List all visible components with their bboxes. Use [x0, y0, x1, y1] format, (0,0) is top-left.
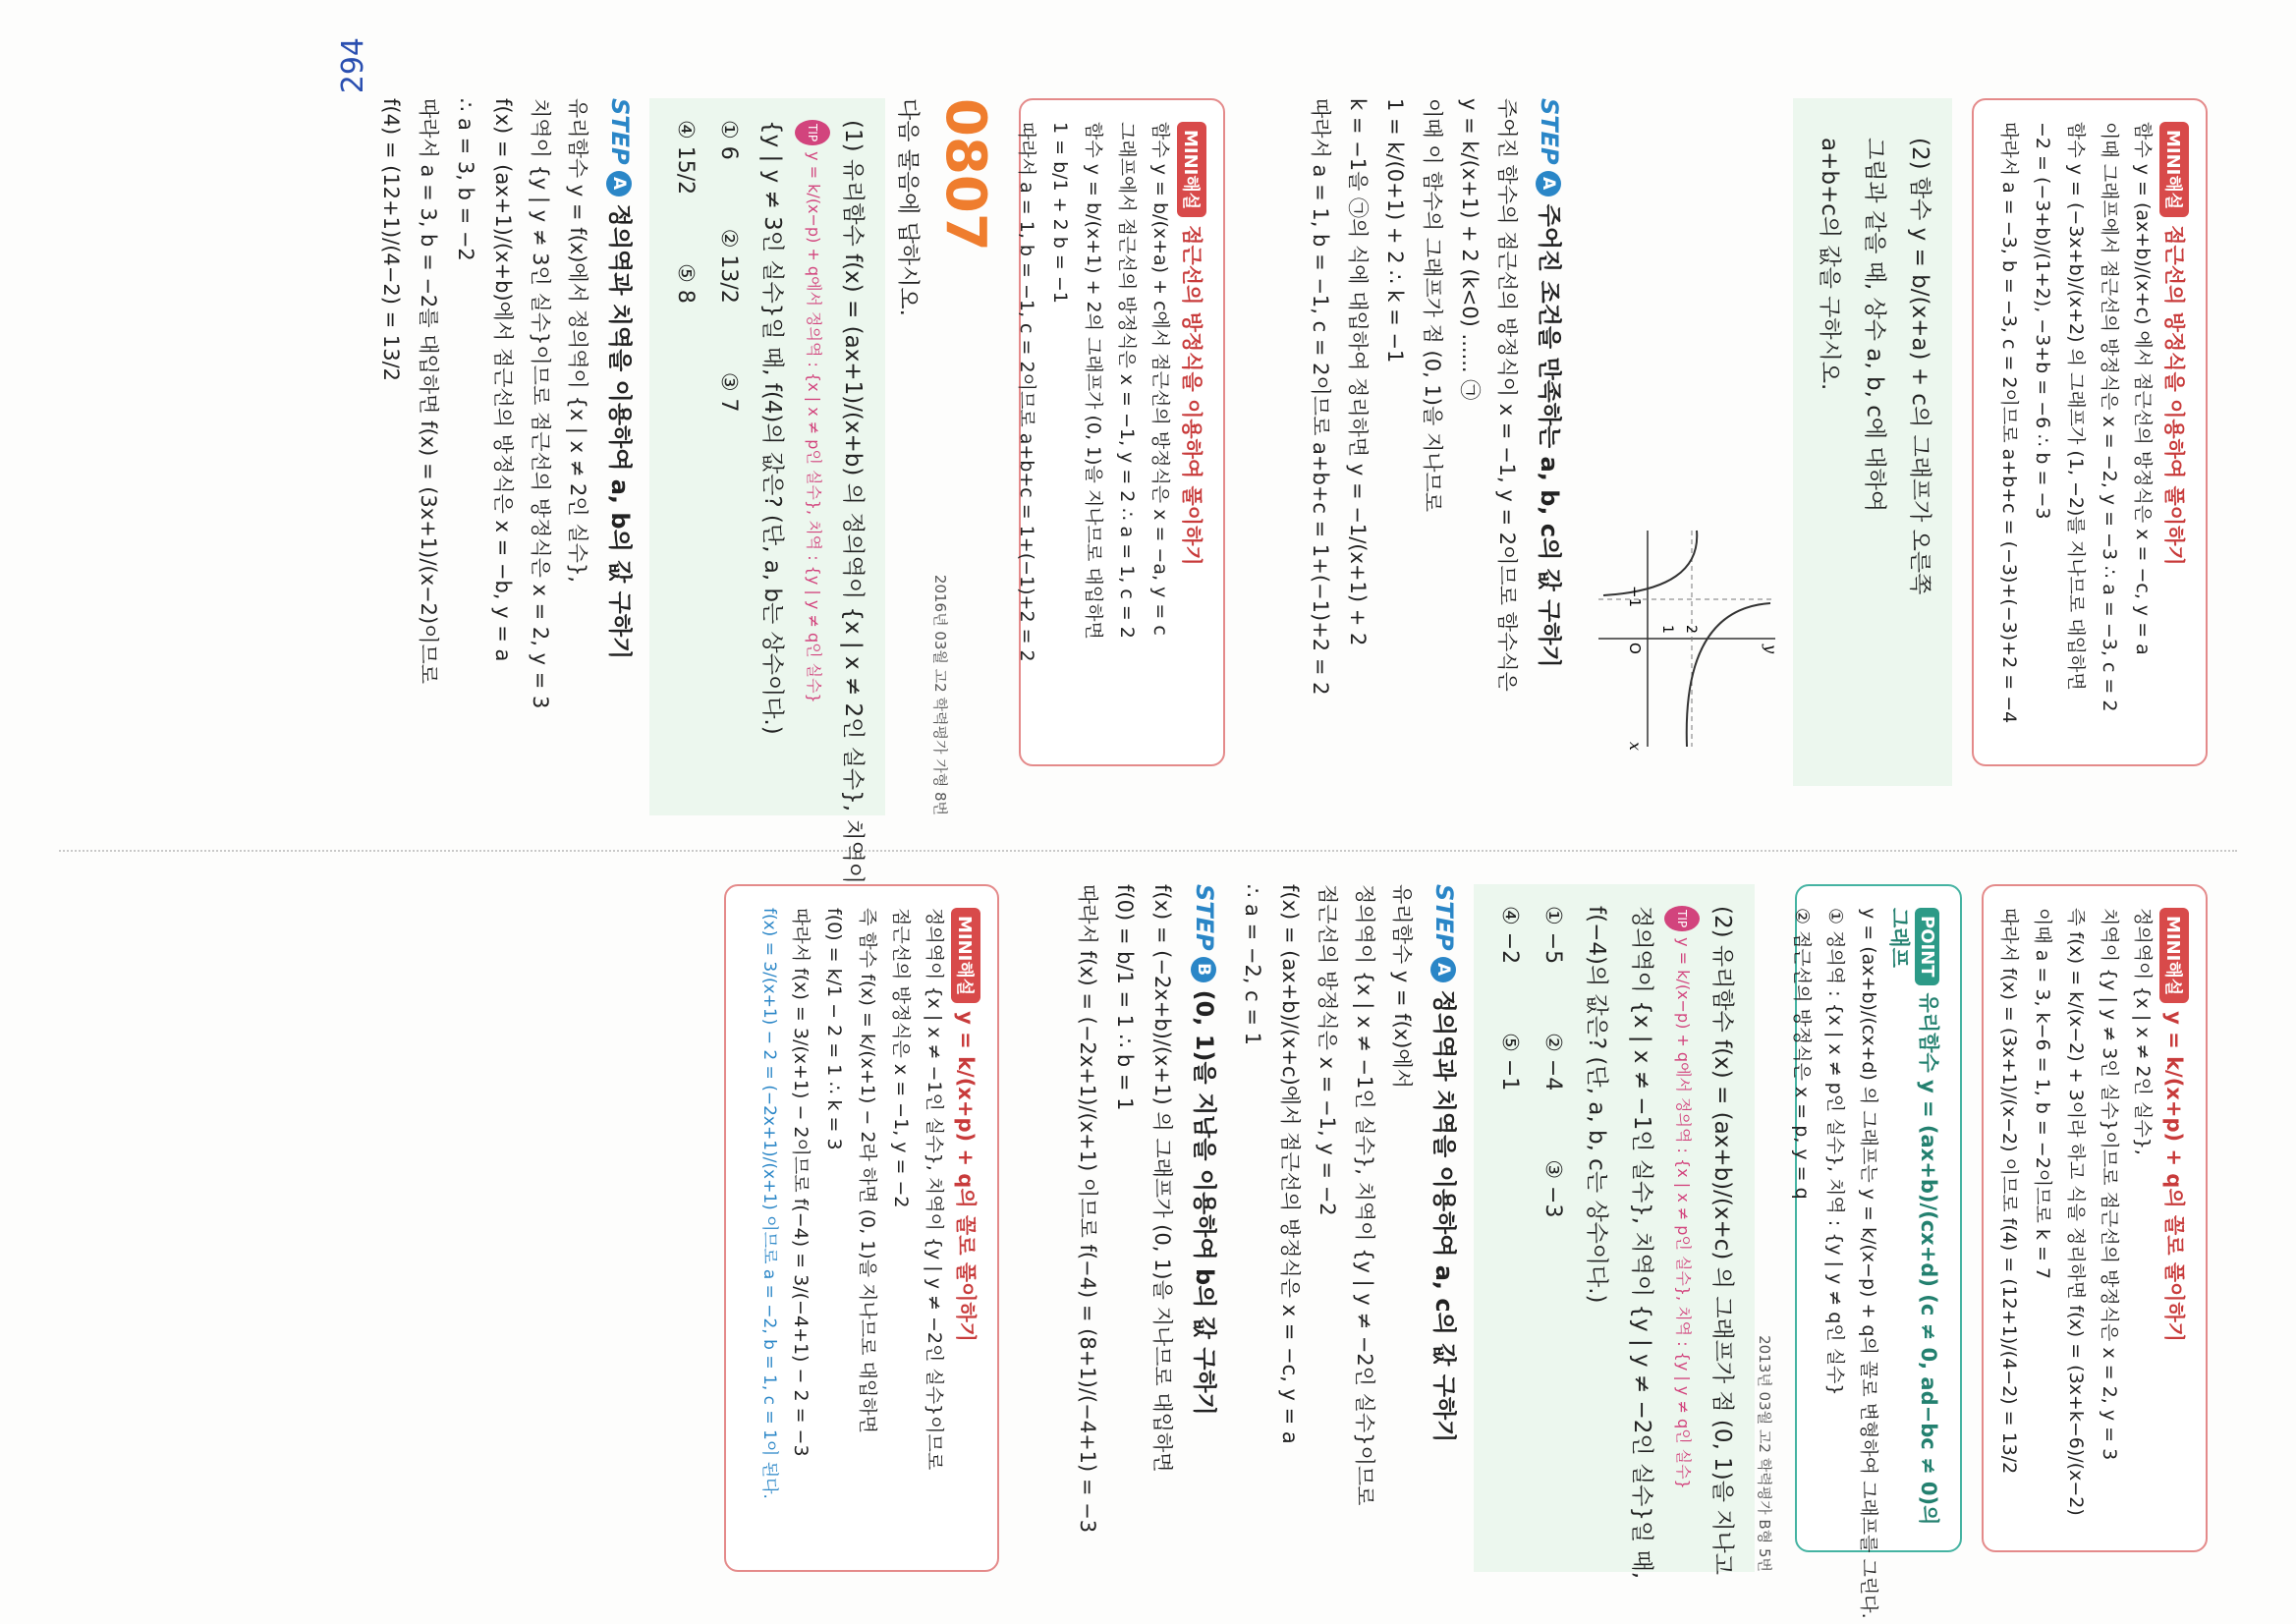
tip-text: y = k/(x−p) + q에서 정의역 : {x | x ≠ p인 실수}, 치역 : {y | y ≠ q인 실수} [805, 151, 823, 703]
mini-line: 따라서 a = −3, b = −3, c = 2이므로 a+b+c = (−3)+(−3)+2 = −4 [1998, 122, 2020, 724]
solution-line: 유리함수 y = f(x)에서 정의역이 {x | x ≠ 2인 실수}, [566, 98, 589, 583]
mini-line: 1 = b/1 + 2 b = −1 [1049, 122, 1071, 304]
solution-line: 따라서 a = 1, b = −1, c = 2이므로 a+b+c = 1+(−1)+2 = 2 [1309, 98, 1332, 696]
mini-line: −2 = (−3+b)/(1+2), −3+b = −6 ∴ b = −3 [2032, 122, 2053, 520]
mini-line: 함수 y = (−3x+b)/(x+2) 의 그래프가 (1, −2)를 지나므로 대입하면 [2065, 122, 2087, 691]
mini-line: 함수 y = b/(x+a) + c에서 점근선의 방정식은 x = −a, y = c [1149, 122, 1171, 636]
mini-solution-box-3 [1982, 884, 2208, 1552]
solution-line: 유리함수 y = f(x)에서 [1390, 884, 1414, 1089]
choice-3: ③ −3 [1540, 1159, 1565, 1218]
question-line: a+b+c의 값을 구하시오. [1817, 138, 1842, 391]
mini-line: 정의역이 {x | x ≠ 2인 실수}, [2132, 908, 2154, 1155]
solution-line: ∴ a = 3, b = −2 [454, 98, 477, 261]
mini-note: f(x) = 3/(x+1) − 2 = (−2x+1)/(x+1) 이므로 a = −2, b = 1, c = 1이 된다. [759, 908, 779, 1499]
step-a-block [1302, 98, 1579, 786]
solution-line: f(0) = b/1 = 1 ∴ b = 1 [1113, 884, 1137, 1111]
solution-line: y = k/(x+1) + 2 (k<0) ...... ㉠ [1458, 98, 1482, 401]
tip-badge: TIP [795, 120, 830, 145]
y-tick-label-1: 1 [1659, 625, 1675, 634]
mini-line: f(0) = k/1 − 2 = 1 ∴ k = 3 [823, 908, 845, 1150]
solution-line: f(4) = (12+1)/(4−2) = 13/2 [379, 98, 403, 382]
choice-2: ② −4 [1540, 1033, 1565, 1092]
choice-1: ① −5 [1540, 906, 1565, 965]
point-box [1791, 884, 1962, 1619]
step-circle: A [606, 171, 632, 196]
solution-line: 점근선의 방정식은 x = −1, y = −2 [1316, 884, 1339, 1216]
mini-solution-box-2 [1016, 98, 1225, 766]
solution-line: ∴ a = −2, c = 1 [1241, 884, 1264, 1046]
question-box [649, 98, 885, 885]
mini-badge: MINI해설 [2159, 908, 2189, 1003]
mini-line: 그래프에서 점근선의 방정식은 x = −1, y = 2 ∴ a = 1, c = 2 [1116, 122, 1138, 639]
mini-line: 즉 함수 f(x) = k/(x+1) − 2라 하면 (0, 1)을 지나므로 대입하면 [857, 908, 878, 1433]
mini-line: 이때 그래프에서 점근선의 방정식은 x = −2, y = −3 ∴ a = −3, c = 2 [2099, 122, 2120, 712]
solution-line: 주어진 함수의 점근선의 방정식이 x = −1, y = 2이므로 함수식은 [1495, 98, 1519, 692]
step-title: 정의역과 치역을 이용하여 a, b의 값 구하기 [606, 203, 634, 660]
step-circle: B [1191, 957, 1216, 982]
question-box [1474, 884, 1755, 1580]
question-intro: 다음 물음에 답하시오. [895, 98, 921, 316]
mini-badge: MINI해설 [1177, 122, 1206, 217]
mini-line: 점근선의 방정식은 x = −1, y = −2 [890, 908, 912, 1208]
choice-3: ③ 7 [716, 371, 741, 413]
solution-line: 치역이 {y | y ≠ 3인 실수}이므로 점근선의 방정식은 x = 2, y = 3 [529, 98, 552, 709]
solution-line: 따라서 f(x) = (−2x+1)/(x+1) 이므로 f(−4) = (8+1)/(−4+1) = −3 [1076, 884, 1099, 1534]
choice-4: ④ −2 [1497, 906, 1522, 965]
origin-label: O [1626, 643, 1644, 654]
choice-5: ⑤ −1 [1497, 1033, 1522, 1092]
choices-row [706, 120, 750, 794]
mini-line: 정의역이 {x | x ≠ −1인 실수}, 치역이 {y | y ≠ −2인 실수}이므로 [924, 908, 945, 1471]
mini-badge: MINI해설 [951, 908, 980, 1003]
mini-line: 따라서 f(x) = 3/(x+1) − 2이므로 f(−4) = 3/(−4+1) − 2 = −3 [790, 908, 812, 1457]
question-0807-block [372, 98, 999, 885]
point-title: 유리함수 y = (ax+b)/(cx+d) (c ≠ 0, ad−bc ≠ 0)의 그래프 [1887, 908, 1940, 1526]
question-line: (2) 함수 y = b/(x+a) + c의 그래프가 오른쪽 [1907, 138, 1932, 595]
step-circle: A [1430, 957, 1456, 982]
page-number: 294 [336, 37, 370, 94]
solution-line: k = −1을 ㉠의 식에 대입하여 정리하면 y = −1/(x+1) + 2 [1346, 98, 1370, 646]
solution-line: 따라서 a = 3, b = −2를 대입하면 f(x) = (3x+1)/(x−2)이므로 [417, 98, 440, 685]
step-heading [596, 98, 644, 815]
solution-line: f(x) = (−2x+b)/(x+1) 의 그래프가 (0, 1)을 지나므로 대입하면 [1150, 884, 1174, 1473]
y-tick-label-2: 2 [1683, 625, 1699, 634]
choice-4: ④ 15/2 [673, 120, 698, 196]
choices-row [1487, 906, 1531, 1550]
question-line: 그림과 같을 때, 상수 a, b, c에 대하여 [1862, 138, 1887, 513]
mini-title: 점근선의 방정식을 이용하여 풀이하기 [2162, 225, 2186, 566]
curve-right-branch [1687, 603, 1770, 747]
question-2-box [1793, 98, 1952, 786]
hyperbola-graph [1589, 521, 1785, 756]
solution-line: f(x) = (ax+1)/(x+b)에서 점근선의 방정식은 x = −b, y = a [491, 98, 515, 662]
tip-text: y = k/(x−p) + q에서 정의역 : {x | x ≠ p인 실수}, 치역 : {y | y ≠ q인 실수} [1674, 937, 1693, 1489]
solution-line: 1 = k/(0+1) + 2 ∴ k = −1 [1383, 98, 1407, 364]
tip-line [1664, 906, 1700, 1550]
mini-line: 즉 f(x) = k/(x−2) + 3이라 하고 식을 정리하면 f(x) = (3x+k−6)/(x−2) [2065, 908, 2087, 1516]
step-heading [1526, 98, 1573, 786]
step-heading [1421, 884, 1468, 1572]
mini-line: 따라서 f(x) = (3x+1)/(x−2) 이므로 f(4) = (12+1)/(4−2) = 13/2 [1998, 908, 2020, 1475]
mini-badge: MINI해설 [2159, 122, 2189, 217]
point-line: ① 정의역 : {x | x ≠ p인 실수}, 치역 : {y | y ≠ q인 실수} [1824, 908, 1846, 1396]
step-heading [1181, 884, 1228, 1572]
mini-line: 함수 y = b/(x+1) + 2의 그래프가 (0, 1)을 지나므로 대입하면 [1083, 122, 1104, 640]
question-2b-block [1069, 884, 1775, 1580]
choice-1: ① 6 [716, 120, 741, 160]
tip-badge: TIP [1664, 906, 1700, 931]
choices-row [663, 120, 706, 794]
step-tag: STEP [1536, 98, 1563, 165]
mini-line: 이때 a = 3, k−6 = 1, b = −2이므로 k = 7 [2032, 908, 2053, 1279]
mini-title: 점근선의 방정식을 이용하여 풀이하기 [1180, 225, 1204, 566]
y-axis-label: y [1762, 644, 1780, 654]
mini-title: y = k/(x+p) + q의 꼴로 풀이하기 [2162, 1011, 2186, 1342]
mini-line: 따라서 a = 1, b = −1, c = 2이므로 a+b+c = 1+(−1)+2 = 2 [1016, 122, 1037, 662]
mini-title: y = k/(x+p) + q의 꼴로 풀이하기 [954, 1011, 978, 1342]
point-line: ② 점근선의 방정식은 x = p, y = q [1791, 908, 1813, 1200]
step-title: 정의역과 치역을 이용하여 a, c의 값 구하기 [1430, 989, 1458, 1443]
question-line: f(−4)의 값은? (단, a, b, c는 상수이다.) [1584, 906, 1609, 1304]
x-axis-label: x [1626, 742, 1645, 752]
question-line: {y | y ≠ 3인 실수}일 때, f(4)의 값은? (단, a, b는 상수이다.) [759, 120, 785, 735]
question-source: 2013년 03월 고2 학력평가 B형 5번 [1756, 1335, 1773, 1572]
step-tag: STEP [1191, 884, 1218, 951]
step-title: (0, 1)을 지남을 이용하여 b의 값 구하기 [1191, 989, 1218, 1416]
question-2-block [1793, 98, 1952, 786]
solution-line: 정의역이 {x | x ≠ −1인 실수}, 치역이 {y | y ≠ −2인 실수}이므로 [1353, 884, 1376, 1506]
step-tag: STEP [606, 98, 634, 165]
mini-solution-box-4 [724, 884, 999, 1572]
point-line: y = (ax+b)/(cx+d) 의 그래프는 y = k/(x−p) + q의 꼴로 변형하여 그래프를 그린다. [1858, 908, 1879, 1619]
question-line: (2) 유리함수 f(x) = (ax+b)/(x+c) 의 그래프가 점 (0, 1)을 지나고 [1709, 906, 1735, 1575]
question-source: 2016년 03월 고2 학력평가 가형 8번 [931, 574, 949, 815]
mini-line: 치역이 {y | y ≠ 3인 실수}이므로 점근선의 방정식은 x = 2, y = 3 [2099, 908, 2120, 1461]
point-badge: POINT [1915, 908, 1939, 985]
solution-line: 이때 이 함수의 그래프가 점 (0, 1)을 지나므로 [1421, 98, 1444, 513]
step-title: 주어진 조건을 만족하는 a, b, c의 값 구하기 [1536, 203, 1563, 668]
question-number: 0807 [933, 98, 997, 252]
mini-solution-box-1 [1972, 98, 2208, 766]
curve-left-branch [1603, 531, 1697, 595]
question-line: 정의역이 {x | x ≠ −1인 실수}, 치역이 {y | y ≠ −2인 실수}일 때, [1629, 906, 1654, 1580]
column-divider [59, 850, 2237, 852]
question-line: (1) 유리함수 f(x) = (ax+1)/(x+b) 의 정의역이 {x | x ≠ 2인 실수}, 치역이 [840, 120, 866, 885]
step-tag: STEP [1430, 884, 1458, 951]
choice-5: ⑤ 8 [673, 263, 698, 304]
solution-line: f(x) = (ax+b)/(x+c)에서 점근선의 방정식은 x = −c, y = a [1278, 884, 1302, 1444]
choice-2: ② 13/2 [716, 228, 741, 304]
x-tick-label: −1 [1626, 586, 1644, 608]
mini-line: 함수 y = (ax+b)/(x+c) 에서 점근선의 방정식은 x = −c, y = a [2132, 122, 2154, 655]
choices-row [1531, 906, 1574, 1550]
step-circle: A [1536, 171, 1561, 196]
tip-line [795, 120, 830, 794]
